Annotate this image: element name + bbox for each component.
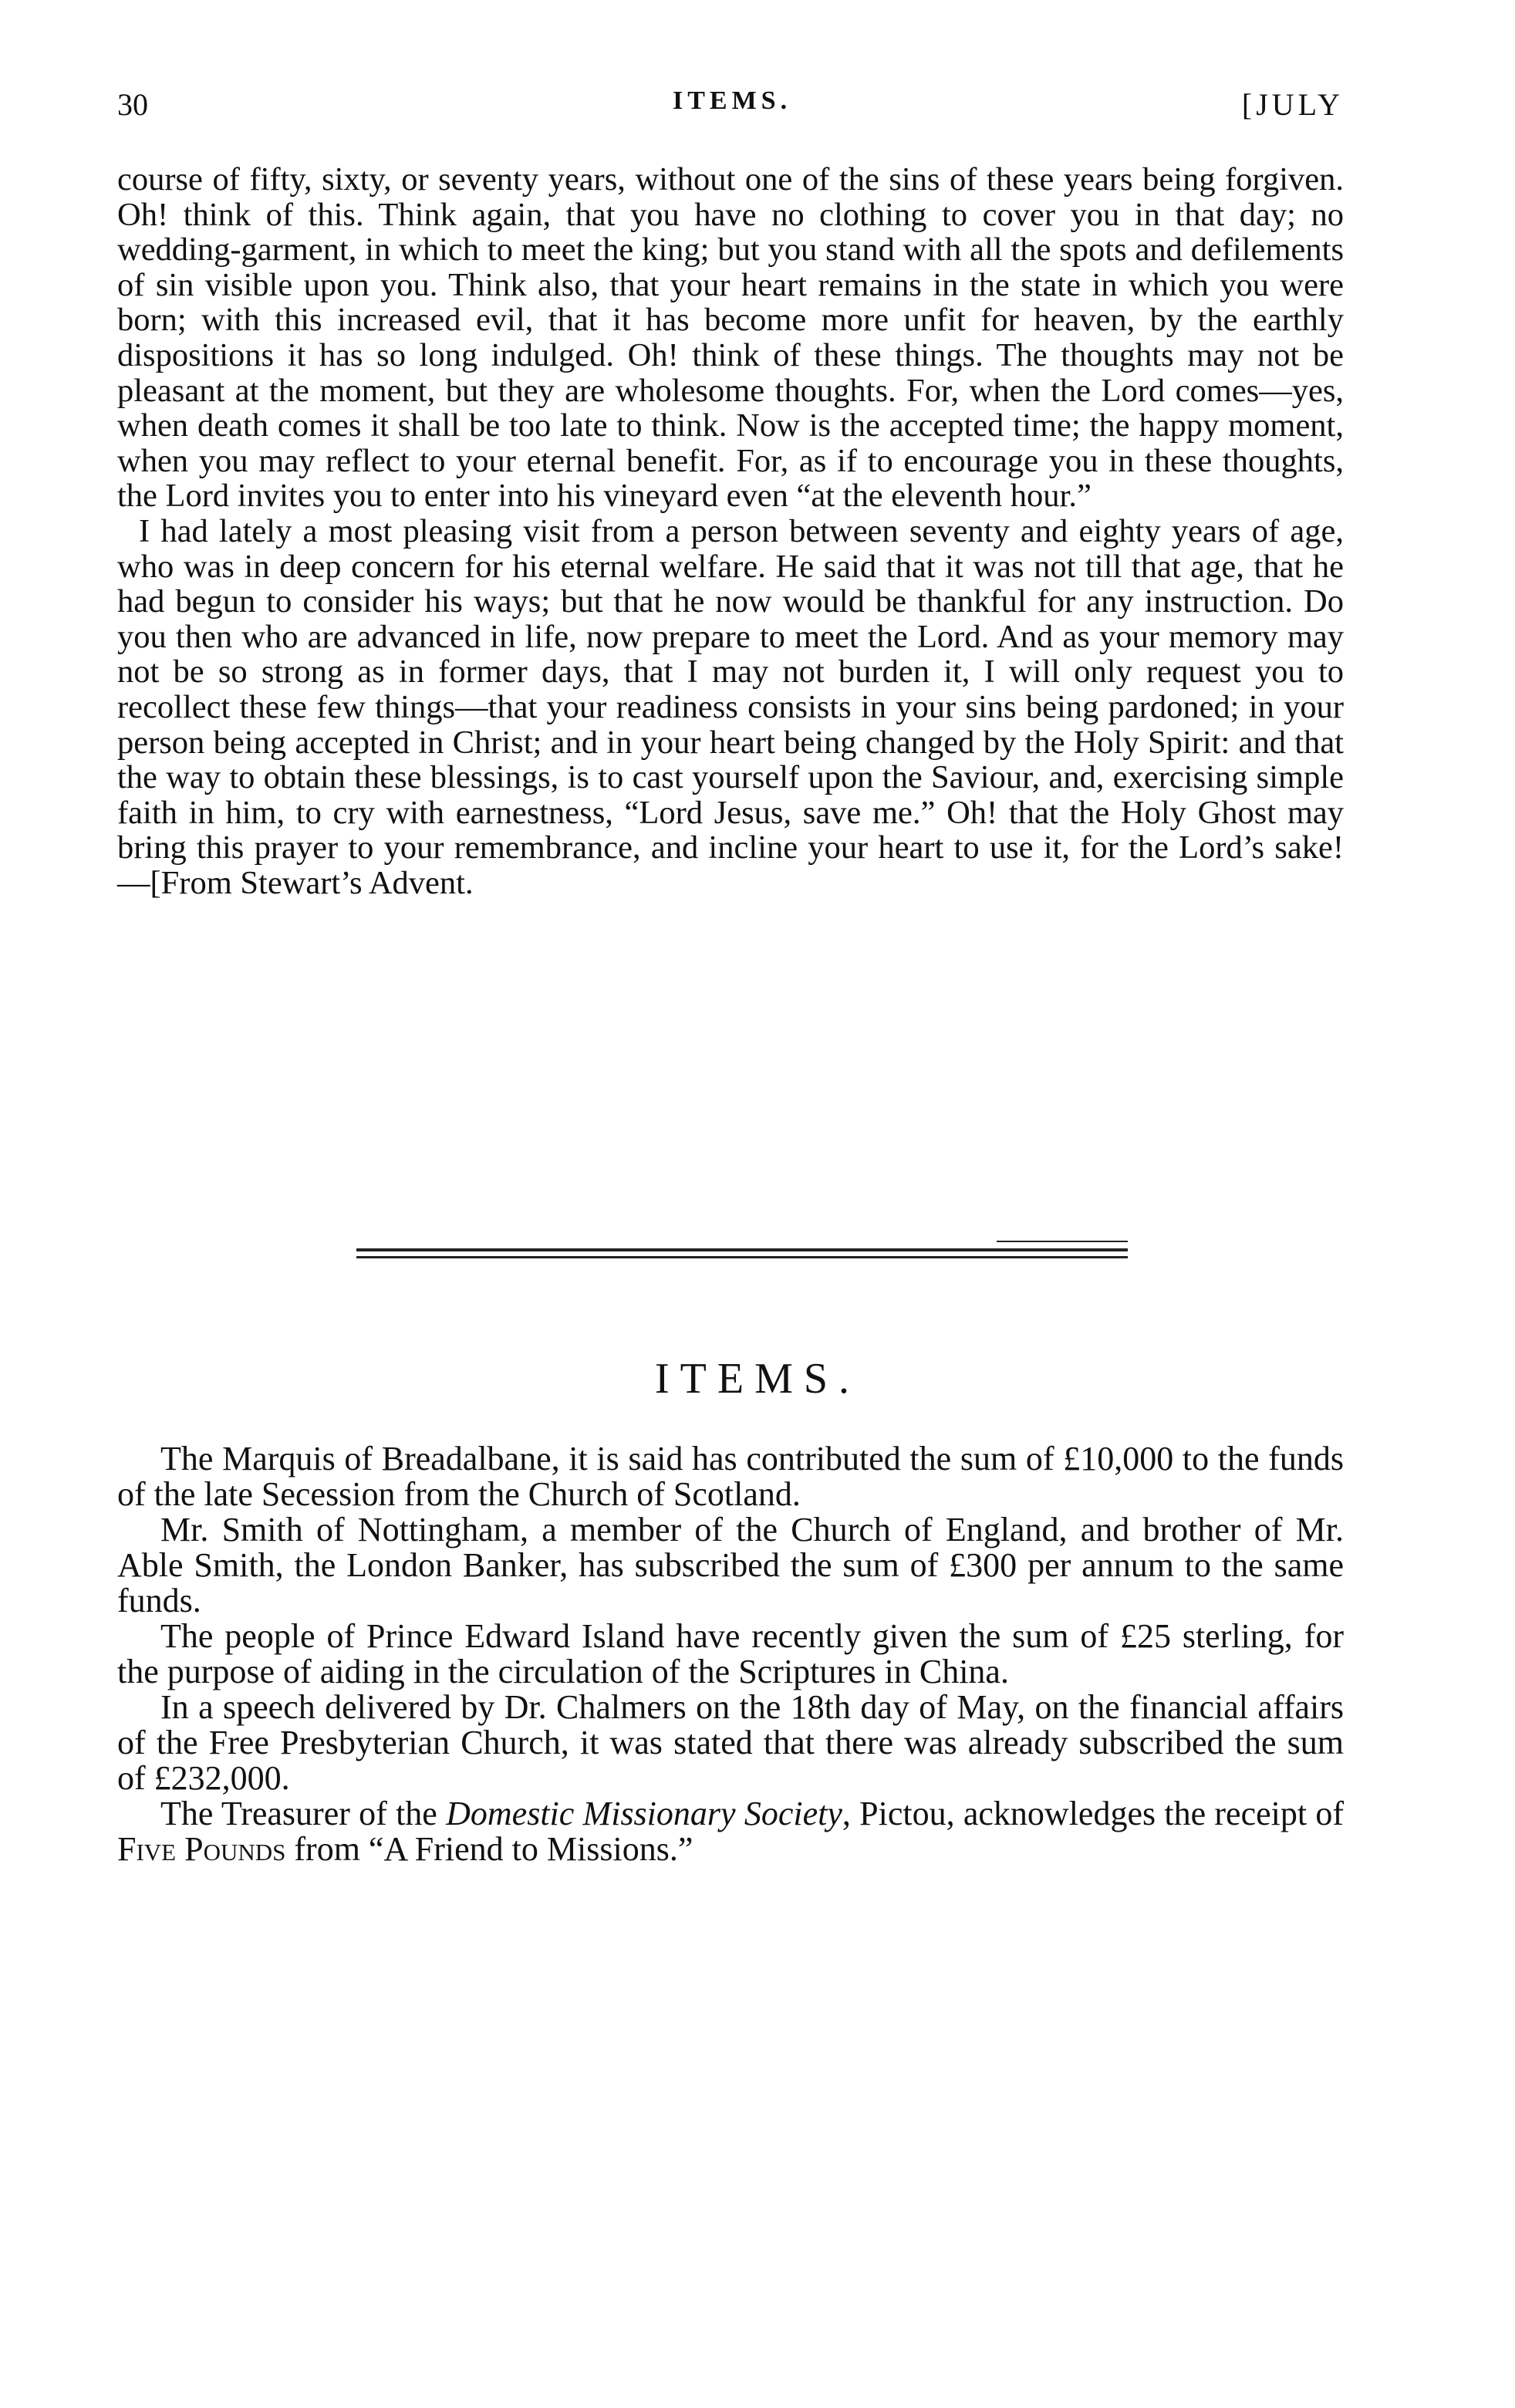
continued-article [117,162,1344,900]
news-item: Mr. Smith of Nottingham, a member of the Church of England, and brother of Mr. Able Smith, the London Banker, has subscribed the sum of £300 per annum to the same funds. [117,1511,1344,1619]
section-divider [356,1234,1128,1265]
running-header [117,86,1344,133]
divider-rule [356,1248,1128,1251]
article-paragraph: course of fifty, sixty, or seventy years, without one of the sins of these years being forgiven. Oh! think of this. Think again, that you have no clothing to cover you in that day; no wedding-garment, in which to meet the king; but you stand with all the spots and defilements of sin visible upon you. Think also, that your heart remains in the state in which you were born; with this increased evil, that it has become more unfit for heaven, by the earthly dispositions it has so long indulged. Oh! think of these things. The thoughts may not be pleasant at the moment, but they are wholesome thoughts. For, when the Lord comes—yes, when death comes it shall be too late to think. Now is the accepted time; the happy moment, when you may reflect to your eternal benefit. For, as if to encourage you in these thoughts, the Lord invites you to enter into his vineyard even “at the eleventh hour.” [117,161,1344,515]
page-number: 30 [117,87,148,122]
items-list [117,1441,1344,1867]
divider-rule [997,1241,1128,1242]
running-month: [JULY [1241,87,1344,122]
news-item [117,1796,1344,1867]
section-title: ITEMS. [655,1355,860,1403]
society-name: Domestic Missionary Society [446,1795,842,1832]
divider-rule [356,1256,1128,1258]
item-text: The Treasurer of the [160,1795,437,1832]
article-paragraph: I had lately a most pleasing visit from a person between seventy and eighty years of age, who was in deep concern for his eternal welfare. He said that it was not till that age, that he had begun to consider his ways; but that he now would be thankful for any instruction. Do you then who are advanced in life, now prepare to meet the Lord. And as your memory may not be so strong as in former days, that I may not burden it, I will only request you to recollect these few things—that your readiness consists in your sins being pardoned; in your person being accepted in Christ; and in your heart being changed by the Holy Spirit: and that the way to obtain these blessings, is to cast yourself upon the Saviour, and, exercising simple faith in him, to cry with earnestness, “Lord Jesus, save me.” Oh! that the Holy Ghost may bring this prayer to your remembrance, and incline your heart to use it, for the Lord’s sake!—[From Stewart’s Advent. [117,512,1344,901]
news-item: The people of Prince Edward Island have recently given the sum of £25 sterling, for the purpose of aiding in the circulation of the Scriptures in China. [117,1617,1344,1690]
running-title: ITEMS. [673,86,792,115]
item-text: from “A Friend to Missions.” [294,1830,693,1868]
item-text: , Pictou, acknowledges the receipt of [842,1795,1345,1832]
news-item: The Marquis of Breadalbane, it is said has contributed the sum of £10,000 to the funds of the late Secession from the Church of Scotland. [117,1440,1344,1513]
news-item: In a speech delivered by Dr. Chalmers on the 18th day of May, on the financial affairs of the Free Presbyterian Church, it was stated that there was already subscribed the sum of £232,000. [117,1688,1344,1797]
donation-amount: Five Pounds [117,1830,286,1868]
